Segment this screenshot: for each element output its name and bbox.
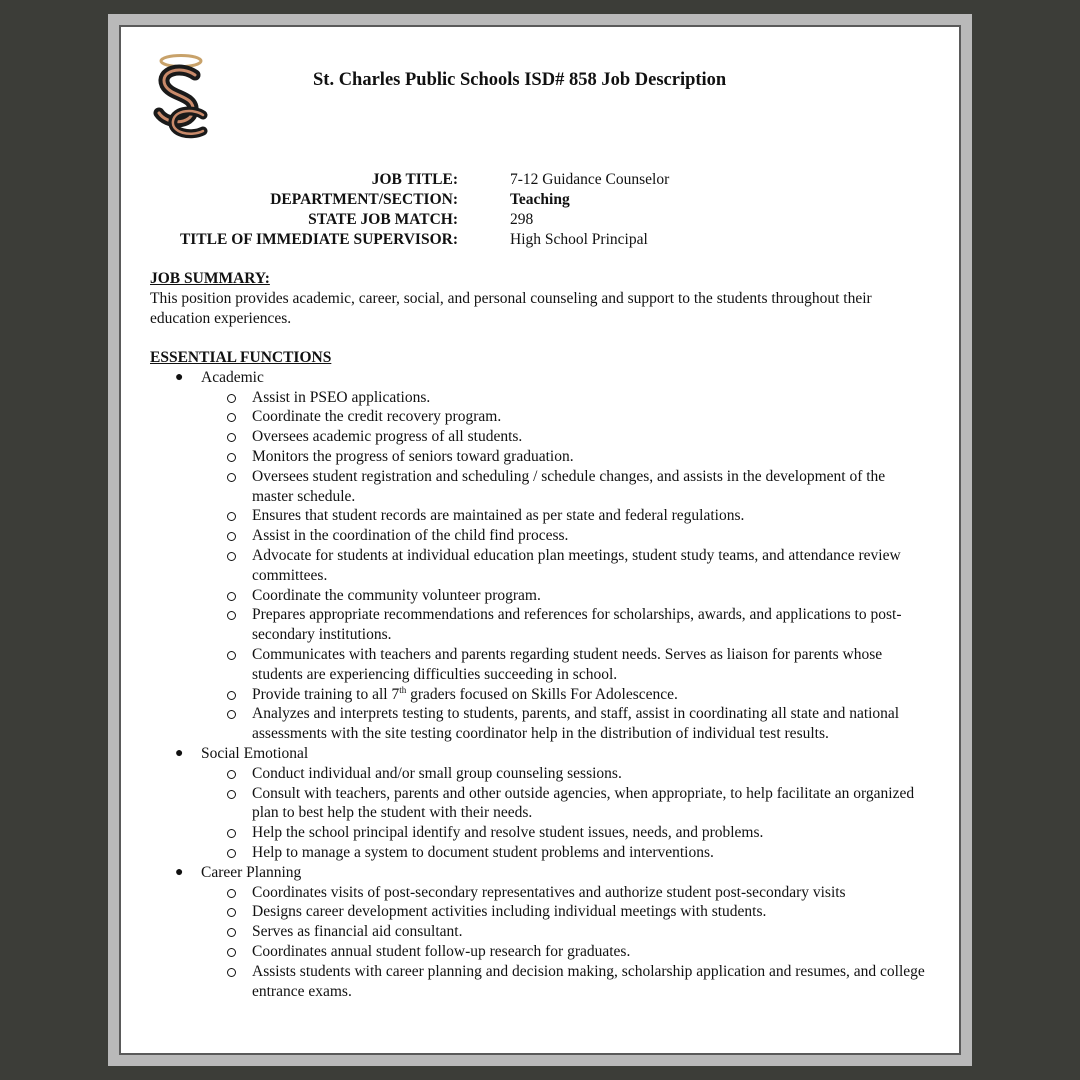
function-item-text: Help the school principal identify and resolve student issues, needs, and problems. [252, 824, 764, 842]
school-logo-icon [151, 51, 211, 139]
function-item [150, 764, 930, 784]
function-item-text: Designs career development activities including individual meetings with students. [252, 903, 767, 921]
circle-bullet-icon [227, 770, 236, 779]
circle-bullet-icon [227, 849, 236, 858]
function-item-text: Coordinate the community volunteer program. [252, 586, 541, 604]
function-item-text: Ensures that student records are maintained as per state and federal regulations. [252, 507, 745, 525]
function-item-text: Oversees academic progress of all students. [252, 428, 523, 446]
circle-bullet-icon [227, 512, 236, 521]
meta-label: DEPARTMENT/SECTION: [270, 191, 458, 208]
function-item [150, 546, 930, 586]
function-item [150, 922, 930, 942]
function-item [150, 447, 930, 467]
bullet-icon: ● [175, 369, 184, 385]
function-item-text: Provide training to all 7th graders focused on Skills For Adolescence. [252, 684, 678, 703]
meta-row-supervisor [121, 230, 959, 250]
circle-bullet-icon [227, 968, 236, 977]
function-item-text: Coordinates annual student follow-up research for graduates. [252, 942, 631, 960]
function-item [150, 526, 930, 546]
meta-value: High School Principal [510, 231, 648, 248]
function-item-text: Help to manage a system to document student problems and interventions. [252, 843, 714, 861]
essential-functions-heading: ESSENTIAL FUNCTIONS [150, 349, 332, 366]
function-groups [150, 368, 930, 1002]
function-item [150, 506, 930, 526]
function-item-text: Advocate for students at individual education plan meetings, student study teams, and attendance review committees. [252, 546, 901, 584]
circle-bullet-icon [227, 790, 236, 799]
circle-bullet-icon [227, 592, 236, 601]
function-item-text: Conduct individual and/or small group counseling sessions. [252, 764, 622, 782]
function-item-text: Consult with teachers, parents and other outside agencies, when appropriate, to help facilitate an organized plan to best help the student with their needs. [252, 784, 915, 822]
function-item [150, 605, 930, 645]
meta-value: Teaching [510, 191, 570, 208]
function-item [150, 823, 930, 843]
function-item [150, 388, 930, 408]
function-item-text: Assist in PSEO applications. [252, 388, 431, 406]
function-item [150, 784, 930, 824]
essential-functions-section [150, 348, 930, 1001]
meta-row-job-title [121, 170, 959, 190]
function-item-text: Serves as financial aid consultant. [252, 923, 463, 941]
document-title: St. Charles Public Schools ISD# 858 Job Description [313, 70, 727, 90]
job-meta-table [121, 170, 959, 250]
function-item [150, 467, 930, 507]
function-item-list [201, 883, 930, 1002]
function-item-list [201, 764, 930, 863]
function-group [150, 863, 930, 1002]
job-summary-heading: JOB SUMMARY: [150, 270, 270, 287]
meta-row-state-job-match [121, 210, 959, 230]
function-item-text: Analyzes and interprets testing to students, parents, and staff, assist in coordinating all state and national assessments with the site testing coordinator help in the distribution of individual test results. [252, 705, 900, 743]
circle-bullet-icon [227, 532, 236, 541]
circle-bullet-icon [227, 453, 236, 462]
meta-value: 7-12 Guidance Counselor [510, 171, 670, 188]
document-page [119, 25, 961, 1055]
function-item-text: Coordinate the credit recovery program. [252, 408, 502, 426]
function-item [150, 962, 930, 1002]
function-item [150, 942, 930, 962]
function-item [150, 883, 930, 903]
function-item [150, 427, 930, 447]
circle-bullet-icon [227, 433, 236, 442]
circle-bullet-icon [227, 829, 236, 838]
meta-label: JOB TITLE: [371, 171, 458, 188]
function-item-text: Assists students with career planning and decision making, scholarship application and resumes, and college entrance exams. [252, 962, 925, 1000]
circle-bullet-icon [227, 691, 236, 700]
circle-bullet-icon [227, 710, 236, 719]
function-item [150, 685, 930, 705]
function-item [150, 843, 930, 863]
circle-bullet-icon [227, 552, 236, 561]
document-frame [108, 14, 972, 1066]
circle-bullet-icon [227, 948, 236, 957]
function-item-list [201, 388, 930, 744]
function-item-text: Oversees student registration and scheduling / schedule changes, and assists in the development of the master schedule. [252, 467, 886, 505]
function-group [150, 368, 930, 744]
job-summary-text: This position provides academic, career, social, and personal counseling and support to the students throughout their education experiences. [150, 289, 872, 327]
function-group-title: Academic [201, 368, 264, 386]
function-group [150, 744, 930, 863]
circle-bullet-icon [227, 394, 236, 403]
circle-bullet-icon [227, 473, 236, 482]
circle-bullet-icon [227, 611, 236, 620]
job-summary-section [150, 269, 930, 328]
function-item-text: Coordinates visits of post-secondary representatives and authorize student post-secondary visits [252, 883, 846, 901]
circle-bullet-icon [227, 889, 236, 898]
bullet-icon: ● [175, 864, 184, 880]
meta-row-department [121, 190, 959, 210]
function-item-text: Communicates with teachers and parents regarding student needs. Serves as liaison for parents whose students are experiencing difficulties succeeding in school. [252, 645, 883, 683]
circle-bullet-icon [227, 413, 236, 422]
function-item-text: Assist in the coordination of the child find process. [252, 527, 569, 545]
circle-bullet-icon [227, 928, 236, 937]
function-item [150, 645, 930, 685]
meta-value: 298 [510, 211, 534, 228]
function-item [150, 902, 930, 922]
function-item [150, 704, 930, 744]
bullet-icon: ● [175, 745, 184, 761]
function-item [150, 407, 930, 427]
meta-label: TITLE OF IMMEDIATE SUPERVISOR: [179, 231, 458, 248]
function-item-text: Prepares appropriate recommendations and references for scholarships, awards, and applications to post-secondary institutions. [252, 606, 902, 644]
function-item [150, 586, 930, 606]
circle-bullet-icon [227, 651, 236, 660]
circle-bullet-icon [227, 908, 236, 917]
function-item-text: Monitors the progress of seniors toward graduation. [252, 447, 574, 465]
function-group-title: Career Planning [201, 863, 302, 881]
meta-label: STATE JOB MATCH: [308, 211, 458, 228]
function-group-title: Social Emotional [201, 744, 309, 762]
